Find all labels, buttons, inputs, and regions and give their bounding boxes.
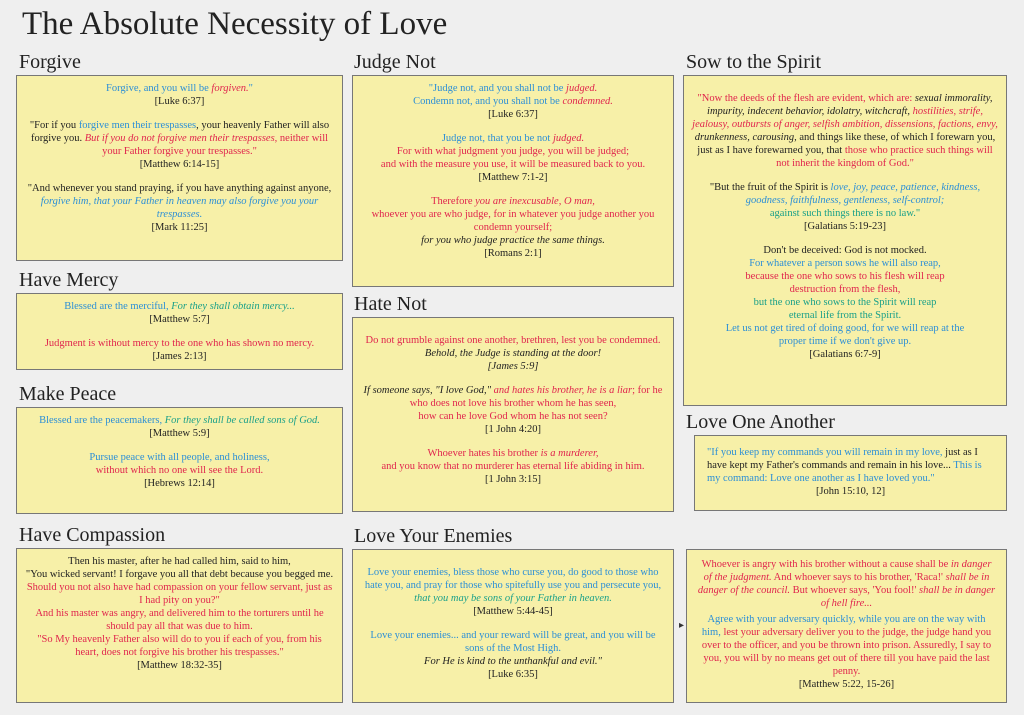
verse-text: for you who judge practice the same things. (421, 235, 605, 246)
verse-text: drunkenness, carousing, (694, 132, 800, 143)
verse-matthew-5-25 (697, 613, 996, 691)
verse-reference: [Galatians 6:7-9] (809, 349, 881, 360)
verse-reference: [Matthew 5:9] (149, 428, 210, 439)
verse-text: "Now the deeds of the flesh are evident, which are: (697, 93, 915, 104)
verse-text: that you may be sons of your Father in heaven. (414, 593, 612, 604)
card-forgive (16, 75, 343, 261)
verse-reference: [Matthew 6:14-15] (139, 159, 220, 170)
verse-text: forgiven. (211, 83, 249, 94)
verse-reference: [Matthew 5:7] (149, 314, 210, 325)
card-have-compassion (16, 548, 343, 703)
heading-have-mercy: Have Mercy (19, 269, 119, 291)
verse-text: 'Raca!' (914, 572, 943, 583)
verse-text: For they shall be called sons of God. (164, 415, 320, 426)
verse-text: "I love God," (435, 385, 494, 396)
verse-text: "Judge not, and you shall not be (428, 83, 567, 94)
verse-matthew-18-32 (25, 555, 334, 672)
verse-text: neither will your Father forgive your trespasses." (102, 133, 329, 157)
verse-text: and you know that no murderer has eternal life abiding in him. (381, 461, 645, 472)
verse-james-5-9 (361, 334, 665, 373)
verse-luke-6-35 (361, 629, 665, 681)
verse-text: "So My heavenly Father also will do to you if each of you, from his heart, does not forgive his brother his trespasses." (37, 634, 322, 658)
verse-text: But whoever says, (790, 585, 873, 596)
verse-text: just as I have kept my Father's commands and remain in his love... (707, 447, 978, 471)
verse-text: For they shall obtain mercy... (171, 301, 295, 312)
verse-text: Behold, the Judge is standing at the door! (424, 348, 602, 359)
verse-reference: [Matthew 5:44-45] (473, 606, 553, 617)
verse-reference: [John 15:10, 12] (815, 486, 886, 497)
verse-text: love, joy, peace, patience, kindness, goodness, faithfulness, gentleness, self-control; (745, 182, 981, 206)
verse-text: But if you do not forgive men their trespasses, (84, 133, 278, 144)
verse-1-john-3-15 (361, 447, 665, 486)
verse-reference: [1 John 4:20] (485, 424, 541, 435)
verse-text: condemned. (562, 96, 613, 107)
verse-text: "And whenever you stand praying, if you have anything against anyone, (27, 183, 332, 194)
verse-text: and things like these, of which I forewarn you, just as I have forewarned you, that (697, 132, 996, 156)
heading-sow-to-the-spirit: Sow to the Spirit (686, 51, 822, 73)
verse-text: "You wicked servant! I forgave you all that debt because you begged me. (25, 569, 334, 580)
verse-text: Whoever hates his brother (427, 448, 541, 459)
verse-text: but the one who sows to the Spirit will reap eternal life from the Spirit. (753, 297, 937, 321)
verse-reference: [Hebrews 12:14] (144, 478, 215, 489)
verse-text: Pursue peace with all people, and holiness, (89, 452, 270, 463)
verse-luke-6-37 (361, 82, 665, 121)
heading-love-one-another: Love One Another (686, 411, 835, 433)
card-anger (686, 549, 1007, 703)
verse-text: Love your enemies... and your reward will be great, and you will be sons of the Most High. (370, 630, 656, 654)
verse-text: forgive him, that your Father in heaven may also forgive you your trespasses. (40, 196, 319, 220)
card-love-one-another (694, 435, 1007, 511)
page-title: The Absolute Necessity of Love (22, 6, 448, 42)
verse-text: For He is kind to the unthankful and evil." (424, 656, 602, 667)
verse-romans-2-1 (361, 195, 665, 260)
verse-text: shall be in danger of hell fire... (820, 585, 996, 609)
heading-judge-not: Judge Not (354, 51, 436, 73)
verse-text: Condemn not, and you shall not be (413, 96, 563, 107)
verse-text: those who practice such things will not inherit the kingdom of God." (776, 145, 993, 169)
verse-text: Therefore (431, 196, 476, 207)
verse-reference: [Matthew 5:22, 15-26] (798, 679, 895, 690)
verse-text: Blessed are the merciful, (64, 301, 172, 312)
verse-text: Forgive, and you will be (106, 83, 212, 94)
verse-text: Do not grumble against one another, brethren, lest you be condemned. (365, 335, 661, 346)
verse-text: Don't be deceived: God is not mocked. (763, 245, 927, 256)
verse-text: Agree with your adversary quickly, while you are on the way with him, (701, 614, 986, 638)
verse-reference: [James 5:9] (487, 361, 539, 372)
verse-luke-6-37 (25, 82, 334, 108)
heading-make-peace: Make Peace (19, 383, 117, 405)
verse-matthew-5-22 (697, 558, 996, 610)
verse-text: Whoever is angry with his brother without a cause shall be (701, 559, 951, 570)
verse-text: ; for he who does not love his brother whom he has seen, (409, 385, 663, 409)
verse-hebrews-12-14 (25, 451, 334, 490)
card-love-your-enemies (352, 549, 674, 703)
verse-galatians-5-19 (692, 92, 998, 170)
verse-text: Then his master, after he had called him, said to him, (68, 556, 291, 567)
verse-text: sexual immorality, impurity, indecent behavior, idolatry, witchcraft, (707, 93, 993, 117)
verse-text: This is my command: Love one another as I have loved you." (707, 460, 982, 484)
verse-text: Judge not, that you be not (441, 133, 553, 144)
verse-john-15-10 (707, 446, 994, 498)
verse-text: shall be in danger of the council. (697, 572, 990, 596)
verse-text: , your heavenly Father will also forgive you. (30, 120, 330, 144)
verse-text: hostilities, strife, jealousy, outbursts of anger, selfish ambition, dissensions, factions, envy, (692, 106, 998, 130)
verse-text: And whoever says to his brother, (771, 572, 915, 583)
verse-text: Should you not also have had compassion on your fellow servant, just as I had pity on you?" (26, 582, 333, 606)
verse-reference: [Matthew 18:32-35] (137, 660, 222, 671)
verse-reference: [Luke 6:37] (488, 109, 538, 120)
verse-text: If someone says, (363, 385, 436, 396)
verse-text: against such things there is no law." (769, 208, 921, 219)
verse-reference: [Luke 6:37] (154, 96, 205, 107)
verse-reference: [Matthew 7:1-2] (478, 172, 548, 183)
verse-matthew-7-1 (361, 132, 665, 184)
card-make-peace (16, 407, 343, 514)
verse-text: Let us not get tired of doing good, for we will reap at the proper time if we don't give up. (725, 323, 965, 347)
verse-galatians-6-7 (692, 244, 998, 361)
verse-text: For whatever a person sows he will also reap, (749, 258, 941, 269)
verse-mark-11-25 (25, 182, 334, 234)
heading-love-your-enemies: Love Your Enemies (354, 525, 513, 547)
verse-text: Blessed are the peacemakers, (39, 415, 165, 426)
verse-text: in danger of the judgment. (703, 559, 992, 583)
verse-text: without which no one will see the Lord. (95, 465, 264, 476)
verse-1-john-4-20 (361, 384, 665, 436)
verse-text: and hates his brother, he is a liar (493, 385, 633, 396)
verse-text: Love your enemies, bless those who curse you, do good to those who hate you, and pray for those who spitefully use you and persecute you, (364, 567, 662, 591)
verse-text: And his master was angry, and delivered him to the torturers until he should pay all that was due to him. (35, 608, 324, 632)
verse-text: forgive men their trespasses (78, 120, 197, 131)
verse-reference: [Romans 2:1] (484, 248, 542, 259)
verse-text: is a murderer, (540, 448, 599, 459)
verse-text: judged. (566, 83, 598, 94)
verse-text: judged. (552, 133, 585, 144)
verse-text: how can he love God whom he has not seen? (418, 411, 608, 422)
verse-reference: [Mark 11:25] (151, 222, 208, 233)
verse-reference: [Galatians 5:19-23] (804, 221, 886, 232)
verse-text: you are inexcusable, O man, (475, 196, 595, 207)
verse-text: because the one who sows to his flesh will reap destruction from the flesh, (745, 271, 945, 295)
verse-matthew-5-7 (25, 300, 334, 326)
verse-text: 'You fool!' (872, 585, 917, 596)
arrow-icon: ▸ (679, 620, 685, 631)
card-have-mercy (16, 293, 343, 370)
heading-hate-not: Hate Not (354, 293, 427, 315)
verse-text: and with the measure you use, it will be measured back to you. (380, 159, 646, 170)
verse-matthew-5-44 (361, 566, 665, 618)
verse-matthew-6-14 (25, 119, 334, 171)
verse-text: Judgment is without mercy to the one who has shown no mercy. (44, 338, 315, 349)
verse-reference: [1 John 3:15] (485, 474, 541, 485)
verse-text: lest your adversary deliver you to the judge, the judge hand you over to the officer, and you be thrown into prison. Assuredly, I say to you, you will by no means get out of there till you have paid the last penny. (701, 627, 992, 677)
verse-text: " (248, 83, 253, 94)
verse-matthew-5-9 (25, 414, 334, 440)
verse-text: "For if you (29, 120, 79, 131)
verse-james-2-13 (25, 337, 334, 363)
verse-text: "If you keep my commands you will remain in my love, (707, 447, 946, 458)
card-judge-not (352, 75, 674, 287)
verse-reference: [Luke 6:35] (488, 669, 538, 680)
verse-text: For with what judgment you judge, you will be judged; (396, 146, 630, 157)
verse-text: "But the fruit of the Spirit is (709, 182, 831, 193)
verse-text: whoever you are who judge, for in whatever you judge another you condemn yourself; (371, 209, 655, 233)
verse-galatians-5-22 (692, 181, 998, 233)
heading-have-compassion: Have Compassion (19, 524, 166, 546)
card-sow-to-the-spirit (683, 75, 1007, 406)
verse-reference: [James 2:13] (152, 351, 207, 362)
card-hate-not (352, 317, 674, 512)
heading-forgive: Forgive (19, 51, 81, 73)
